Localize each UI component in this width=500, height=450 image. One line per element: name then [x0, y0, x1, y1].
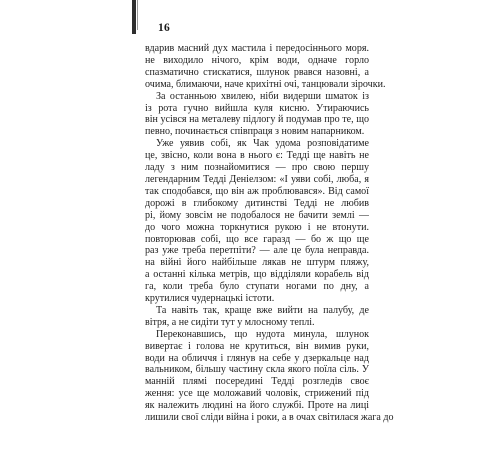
bookmark-ribbon-shadow	[137, 0, 138, 30]
paragraph	[145, 43, 386, 91]
text-line: не виходило нічого, крім води, одначе горло	[145, 54, 369, 66]
text-line: ладу з ним познайомитися — про свою першу	[145, 162, 369, 174]
paragraph	[145, 328, 394, 424]
text-line: крутилися чудернацькі істоти.	[145, 293, 275, 305]
text-line: манній плямі посередині Тедді розгледів своє	[145, 376, 369, 388]
text-line: на війні його найбільше лякав не штурм пляжу,	[145, 257, 369, 269]
text-line: вивертає і голова не крутиться, він вимив руки,	[145, 340, 369, 352]
text-line: дорожі в глибокому дитинстві Тедді не любив	[145, 197, 369, 209]
text-line: Уже уявив собі, як Чак удома розповідатиме	[156, 138, 369, 150]
body-text	[145, 43, 394, 424]
text-line: так сподобався, що він аж проблювався». Від самої	[145, 185, 369, 197]
text-line: спазматично стискатися, шлунок рвався назовні, а	[145, 66, 369, 78]
text-line: Та навіть так, краще вже вийти на палубу, де	[156, 304, 369, 316]
text-line: вдарив масний дух мастила і передосіннього моря.	[145, 43, 369, 54]
paragraph	[145, 305, 369, 329]
page-number: 16	[158, 22, 171, 34]
paragraph	[145, 91, 369, 139]
text-line: рі, йому зовсім не подобалося не бачити землі —	[145, 209, 369, 221]
text-line: води на обличчя і глянув на себе у дзеркальце над	[145, 352, 369, 364]
text-line: За останньою хвилею, ніби видерши шматок із	[156, 90, 369, 102]
bookmark-ribbon	[132, 0, 136, 34]
text-line: легендарним Тедді Деніелзом: «І уяви собі, люба, я	[145, 173, 369, 185]
text-line: Переконавшись, що нудота минула, шлунок	[156, 328, 369, 340]
text-line: до чого можна торкнутися рукою і не втонути.	[145, 221, 369, 233]
text-line: вальником, більшу частину скла якого поїла сіль. У	[145, 364, 369, 376]
text-line: раз уже треба перетпіти? — але це була неправда.	[145, 245, 369, 257]
text-line: повторював собі, що все гаразд — бо ж що ще	[145, 233, 369, 245]
paragraph	[145, 138, 369, 305]
text-line: він усівся на металеву підлогу й подумав про те, що	[145, 114, 369, 126]
text-line: ження: усе ще моложавий чоловік, стрижений під	[145, 388, 369, 400]
text-line: га, коли треба було ступати ногами по дну, а	[145, 281, 369, 293]
text-line: а останні кілька метрів, що відділяли корабель від	[145, 269, 369, 281]
text-line: вітря, а не сидіти тут у млосному теплі.	[145, 316, 315, 328]
text-line: із рота гучно вийшла куля кисню. Утираючись	[145, 102, 369, 114]
text-line: це, звісно, коли вона в нього є: Тедді ще навіть не	[145, 150, 369, 162]
text-line: лишили свої сліди війна і роки, а в очах світилася жага до	[145, 412, 394, 424]
text-line: певно, починається співпраця з новим напарником.	[145, 126, 365, 138]
text-line: очима, блимаючи, наче крихітні очі, танцювали зірочки.	[145, 78, 386, 90]
text-line: як належить людині на його службі. Проте на лиці	[145, 400, 369, 412]
